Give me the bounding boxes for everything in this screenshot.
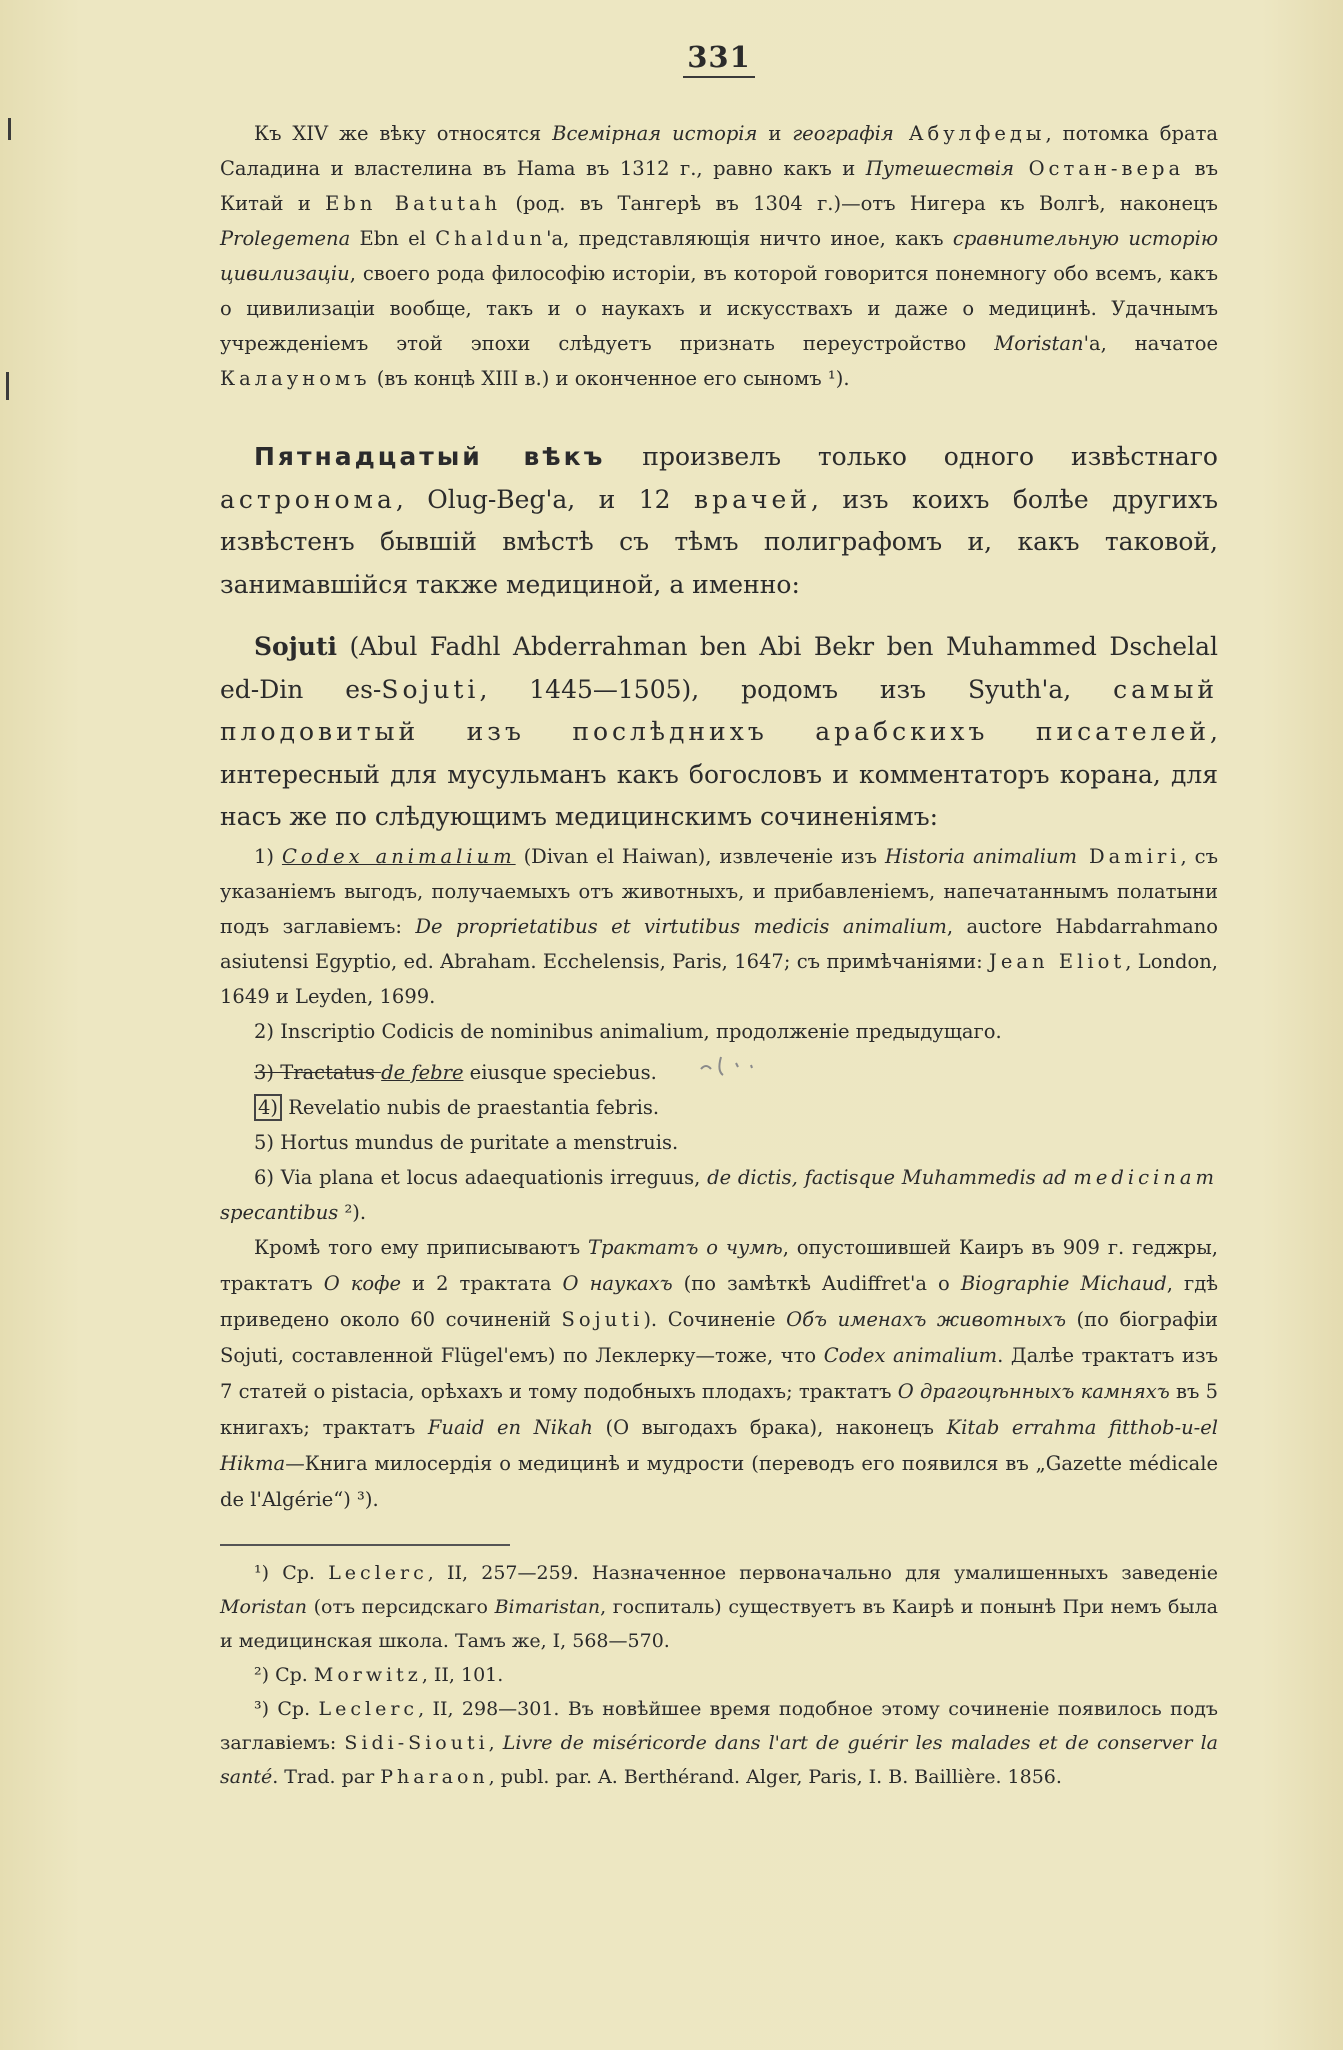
- footnote: ²) Ср. Morwitz, II, 101.: [254, 1663, 504, 1686]
- paragraph-other-works: Кромѣ того ему приписываютъ Трактатъ о чумѣ, опустошившей Каиръ въ 909 г. геджры, трактатъ О кофе и 2 трактата О наукахъ (по замѣткѣ Audiffret'а о Biographie Michaud, гдѣ приведено около 60 сочиненій Sojuti). Сочиненіе Объ именахъ животныхъ (по біографіи Sojuti, составленной Flügel'емъ) по Леклерку—тоже, что Codex animalium. Далѣе трактатъ изъ 7 статей о pistacia, орѣхахъ и тому подобныхъ плодахъ; трактатъ О драгоцѣнныхъ камняхъ въ 5 книгахъ; трактатъ Fuaid en Nikah (О выгодахъ брака), наконецъ Kitab errahma fitthob-u-el Hikma—Книга милосердія о медицинѣ и мудрости (переводъ его появился въ „Gazette médicale de l'Algérie“) ³).: [220, 1235, 1219, 1511]
- footnote-rule: [220, 1544, 510, 1546]
- list-item: 2) Inscriptio Codicis de nominibus animalium, продолженіе предыдущаго.: [254, 1019, 1002, 1043]
- margin-mark-left: [8, 118, 11, 140]
- paragraph-sojuti: Sojuti (Abul Fadhl Abderrahman ben Abi Bekr ben Muhammed Dschelal ed-Din es-Sojuti, 1445—1505), родомъ изъ Syuth'а, самый плодовитый изъ послѣднихъ арабскихъ писателей, интересный для мусульманъ какъ богословъ и комментаторъ корана, для насъ же по слѣдующимъ медицинскимъ сочиненіямъ:: [220, 632, 1219, 831]
- margin-mark-left-2: [6, 372, 9, 400]
- list-item: 6) Via plana et locus adaequationis irreguus, de dictis, factisque Muhammedis ad medicinam specantibus ²).: [220, 1165, 1218, 1224]
- codex-animalium-title: Codex animalium: [281, 844, 516, 868]
- paragraph-fifteenth-century: Пятнадцатый вѣкъ произвелъ только одного извѣстнаго астронома, Olug-Beg'а, и 12 врачей, изъ коихъ болѣе другихъ извѣстенъ бывшій вмѣстѣ съ тѣмъ полиграфомъ и, какъ таковой, занимавшійся также медициной, а именно:: [220, 442, 1218, 599]
- paragraph-xiv-century: Къ XIV же вѣку относятся Всемірная исторія и географія Абулфеды, потомка брата Саладина и властелина въ Hama въ 1312 г., равно какъ и Путешествія Остан-вера въ Китай и Ebn Batutah (род. въ Тангерѣ въ 1304 г.)—отъ Нигера къ Волгѣ, наконецъ Prolegemena Ebn el Chaldun'а, представляющія ничто иное, какъ сравнительную исторію цивилизаціи, своего рода философію исторіи, въ которой говорится понемногу обо всемъ, какъ о цивилизаціи вообще, такъ и о наукахъ и искусствахъ и даже о медицинѣ. Удачнымъ учрежденіемъ этой эпохи слѣдуетъ признать переустройство Moristan'а, начатое Калауномъ (въ концѣ XIII в.) и оконченное его сыномъ ¹).: [220, 122, 1218, 390]
- footnotes: [220, 1556, 1218, 1794]
- works-list: [220, 839, 1218, 1230]
- page-number: 331: [220, 40, 1218, 74]
- pencil-scribble-icon: [657, 1049, 727, 1090]
- boxed-number: 4): [254, 1094, 282, 1121]
- list-item: 1) Codex animalium (Divan el Haiwan), извлеченіе изъ Historia animalium Damiri, съ указаніемъ выгодъ, получаемыхъ отъ животныхъ, и прибавленіемъ, напечатаннымъ полатыни подъ заглавіемъ: De proprietatibus et virtutibus medicis animalium, auctore Habdarrahmano asiutensi Egyptio, ed. Abraham. Ecchelensis, Paris, 1647; съ примѣчаніями: Jean Eliot, London, 1649 и Leyden, 1699.: [220, 844, 1219, 1008]
- list-item: 4) Revelatio nubis de praestantia febris.: [220, 1090, 1218, 1125]
- list-item: 5) Hortus mundus de puritate a menstruis.: [254, 1130, 679, 1154]
- footnote: ³) Ср. Leclerc, II, 298—301. Въ новѣйшее время подобное этому сочиненіе появилось подъ заглавіемъ: Sidi-Siouti, Livre de miséricorde dans l'art de guérir les malades et de conserver la santé. Trad. par Pharaon, publ. par. A. Berthérand. Alger, Paris, I. B. Baillière. 1856.: [220, 1697, 1218, 1788]
- footnote: ¹) Ср. Leclerc, II, 257—259. Назначенное первоначально для умалишенныхъ заведеніе Moristan (отъ персидскаго Bimaristan, госпиталь) существуетъ въ Каирѣ и понынѣ При немъ была и медицинская школа. Тамъ же, I, 568—570.: [220, 1561, 1218, 1652]
- list-item: 3) Tractatus de febre eiusque speciebus.: [220, 1049, 1218, 1090]
